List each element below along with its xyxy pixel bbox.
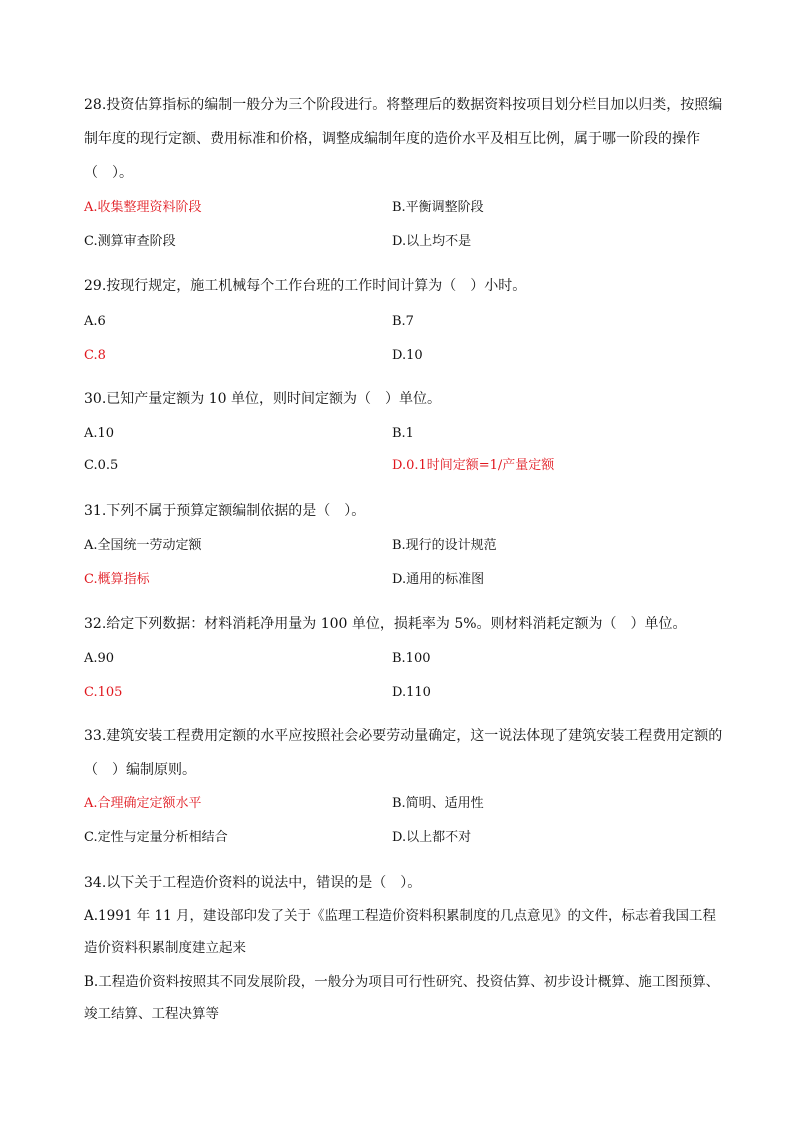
- q34-option-b: B.工程造价资料按照其不同发展阶段，一般分为项目可行性研究、投资估算、初步设计概算、施工图预算、竣工结算、工程决算等: [84, 974, 720, 1022]
- q32-option-a: A.90: [84, 651, 115, 666]
- q28-option-b: B.平衡调整阶段: [392, 200, 484, 215]
- q33-option-d: D.以上都不对: [392, 830, 472, 845]
- q28-option-a: A.收集整理资料阶段: [84, 200, 202, 215]
- q28-option-c: C.测算审查阶段: [84, 234, 176, 249]
- q30-option-c: C.0.5: [84, 458, 119, 473]
- q34-option-a: A.1991 年 11 月，建设部印发了关于《监理工程造价资料积累制度的几点意见》的文件，标志着我国工程造价资料积累制度建立起来: [84, 908, 716, 956]
- q32-option-c: C.105: [84, 685, 123, 700]
- question-34-text: 34.以下关于工程造价资料的说法中，错误的是（ ）。: [84, 875, 422, 891]
- q31-option-a: A.全国统一劳动定额: [84, 538, 202, 553]
- q30-option-d: D.0.1时间定额=1/产量定额: [392, 458, 555, 473]
- question-31-text: 31.下列不属于预算定额编制依据的是（ ）。: [84, 503, 366, 519]
- q29-option-b: B.7: [392, 314, 414, 329]
- q28-option-d: D.以上均不是: [392, 234, 472, 249]
- q31-option-b: B.现行的设计规范: [392, 538, 497, 553]
- q33-option-a: A.合理确定定额水平: [84, 796, 202, 811]
- q29-option-d: D.10: [392, 348, 423, 363]
- q31-option-c: C.概算指标: [84, 572, 150, 587]
- q31-option-d: D.通用的标准图: [392, 572, 485, 587]
- question-33-text: 33.建筑安装工程费用定额的水平应按照社会必要劳动量确定，这一说法体现了建筑安装工程费用定额的（ ）编制原则。: [84, 728, 723, 778]
- q32-option-d: D.110: [392, 685, 431, 700]
- question-28-text: 28.投资估算指标的编制一般分为三个阶段进行。将整理后的数据资料按项目划分栏目加以归类，按照编制年度的现行定额、费用标准和价格，调整成编制年度的造价水平及相互比例，属于哪一阶段的操作（ ）。: [84, 97, 723, 181]
- question-29-text: 29.按现行规定，施工机械每个工作台班的工作时间计算为（ ）小时。: [84, 278, 527, 294]
- q33-option-b: B.简明、适用性: [392, 796, 484, 811]
- q32-option-b: B.100: [392, 651, 431, 666]
- q29-option-a: A.6: [84, 314, 106, 329]
- q30-option-a: A.10: [84, 426, 115, 441]
- question-32-text: 32.给定下列数据：材料消耗净用量为 100 单位，损耗率为 5%。则材料消耗定额为（ ）单位。: [84, 616, 687, 632]
- q29-option-c: C.8: [84, 348, 106, 363]
- question-30-text: 30.已知产量定额为 10 单位，则时间定额为（ ）单位。: [84, 391, 441, 407]
- q30-option-b: B.1: [392, 426, 414, 441]
- q33-option-c: C.定性与定量分析相结合: [84, 830, 228, 845]
